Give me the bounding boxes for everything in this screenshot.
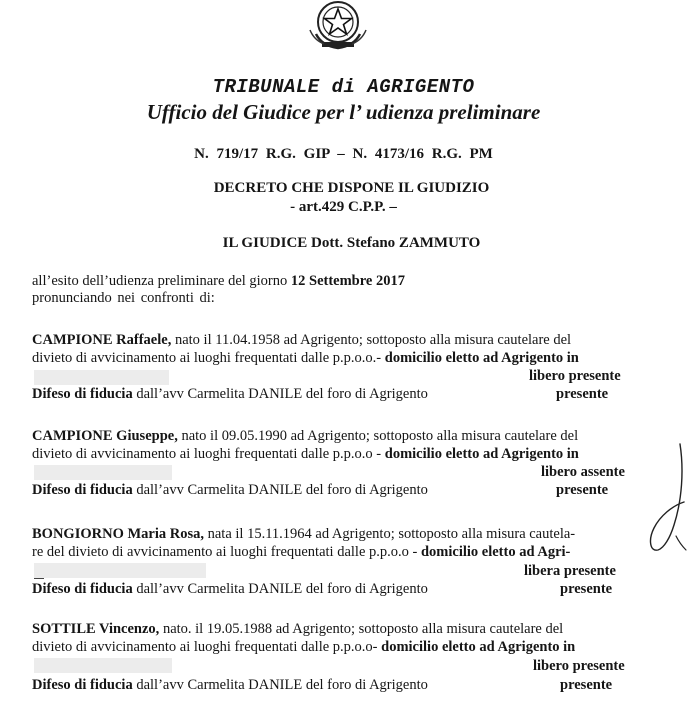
defendant-name: SOTTILE Vincenzo, bbox=[32, 621, 160, 637]
defendant-status: libera presente bbox=[524, 563, 616, 579]
intro-text: all’esito dell’udienza preliminare del giorno bbox=[32, 273, 288, 289]
italian-republic-emblem-icon bbox=[302, 0, 374, 52]
defendant-line-2 bbox=[32, 446, 579, 463]
judge-name: IL GIUDICE Dott. Stefano ZAMMUTO bbox=[222, 235, 481, 251]
defense-text: dall’avv Carmelita DANILE del foro di Agrigento bbox=[132, 386, 428, 402]
defendant-domicile: domicilio eletto ad Agrigento in bbox=[381, 350, 579, 366]
defense-label: Difeso di fiducia bbox=[32, 482, 133, 498]
defense-line bbox=[32, 581, 428, 598]
defendant-details: nato. il 19.05.1988 ad Agrigento; sottoposto alla misura cautelare del bbox=[159, 621, 564, 637]
defense-line bbox=[32, 677, 428, 694]
defense-label: Difeso di fiducia bbox=[32, 581, 133, 597]
defendant-line-1 bbox=[32, 621, 563, 638]
defense-text: dall’avv Carmelita DANILE del foro di Agrigento bbox=[132, 677, 428, 693]
defense-status: presente bbox=[556, 386, 609, 402]
redacted-address bbox=[34, 658, 172, 673]
office-title: Ufficio del Giudice per l’ udienza preliminare bbox=[146, 100, 541, 124]
defendant-measure: divieto di avvicinamento ai luoghi frequentati dalle p.p.o.o.- bbox=[32, 350, 382, 366]
defendant-domicile: domicilio eletto ad Agri- bbox=[417, 544, 571, 560]
defendant-measure: divieto di avvicinamento ai luoghi frequentati dalle p.p.o.o- bbox=[32, 639, 378, 655]
defendant-line-1 bbox=[32, 428, 578, 445]
defendant-line-2 bbox=[32, 350, 579, 367]
defendant-name: CAMPIONE Raffaele, bbox=[32, 332, 172, 348]
defense-text: dall’avv Carmelita DANILE del foro di Agrigento bbox=[132, 482, 428, 498]
scan-mark bbox=[34, 578, 44, 579]
defendant-measure: re del divieto di avvicinamento ai luoghi frequentati dalle p.p.o.o - bbox=[32, 544, 418, 560]
article-reference: - art.429 C.P.P. – bbox=[290, 199, 397, 215]
defense-status: presente bbox=[560, 581, 613, 597]
defendant-details: nato il 09.05.1990 ad Agrigento; sottoposto alla misura cautelare del bbox=[177, 428, 579, 444]
defense-text: dall’avv Carmelita DANILE del foro di Agrigento bbox=[132, 581, 428, 597]
defense-label: Difeso di fiducia bbox=[32, 677, 133, 693]
defendant-name: BONGIORNO Maria Rosa, bbox=[32, 526, 204, 542]
defendant-line-2 bbox=[32, 639, 575, 656]
decree-title: DECRETO CHE DISPONE IL GIUDIZIO bbox=[213, 180, 490, 196]
defense-line bbox=[32, 386, 428, 403]
defendant-details: nata il 15.11.1964 ad Agrigento; sottoposto alla misura cautela- bbox=[203, 526, 576, 542]
defendant-domicile: domicilio eletto ad Agrigento in bbox=[377, 639, 576, 655]
defendant-status: libero presente bbox=[529, 368, 621, 384]
defendant-measure: divieto di avvicinamento ai luoghi frequentati dalle p.p.o.o - bbox=[32, 446, 382, 462]
handwritten-signature-icon bbox=[644, 440, 687, 560]
defendant-line-2 bbox=[32, 544, 570, 561]
redacted-address bbox=[34, 563, 206, 578]
defendant-details: nato il 11.04.1958 ad Agrigento; sottoposto alla misura cautelare del bbox=[171, 332, 572, 348]
defendant-status: libero presente bbox=[533, 658, 625, 674]
redacted-address bbox=[34, 465, 172, 480]
defense-status: presente bbox=[556, 482, 609, 498]
court-title: TRIBUNALE di AGRIGENTO bbox=[212, 76, 475, 98]
defendant-line-1 bbox=[32, 526, 575, 543]
defendant-line-1 bbox=[32, 332, 571, 349]
defense-status: presente bbox=[560, 677, 613, 693]
defendant-status: libero assente bbox=[541, 464, 625, 480]
defendant-domicile: domicilio eletto ad Agrigento in bbox=[381, 446, 579, 462]
redacted-address bbox=[34, 370, 169, 385]
defendant-name: CAMPIONE Giuseppe, bbox=[32, 428, 178, 444]
intro-line-2: pronunciando nei confronti di: bbox=[32, 290, 215, 306]
intro-line bbox=[32, 273, 405, 290]
case-numbers: N. 719/17 R.G. GIP – N. 4173/16 R.G. PM bbox=[194, 146, 493, 162]
defense-label: Difeso di fiducia bbox=[32, 386, 133, 402]
defense-line bbox=[32, 482, 428, 499]
hearing-date: 12 Settembre 2017 bbox=[290, 273, 405, 289]
